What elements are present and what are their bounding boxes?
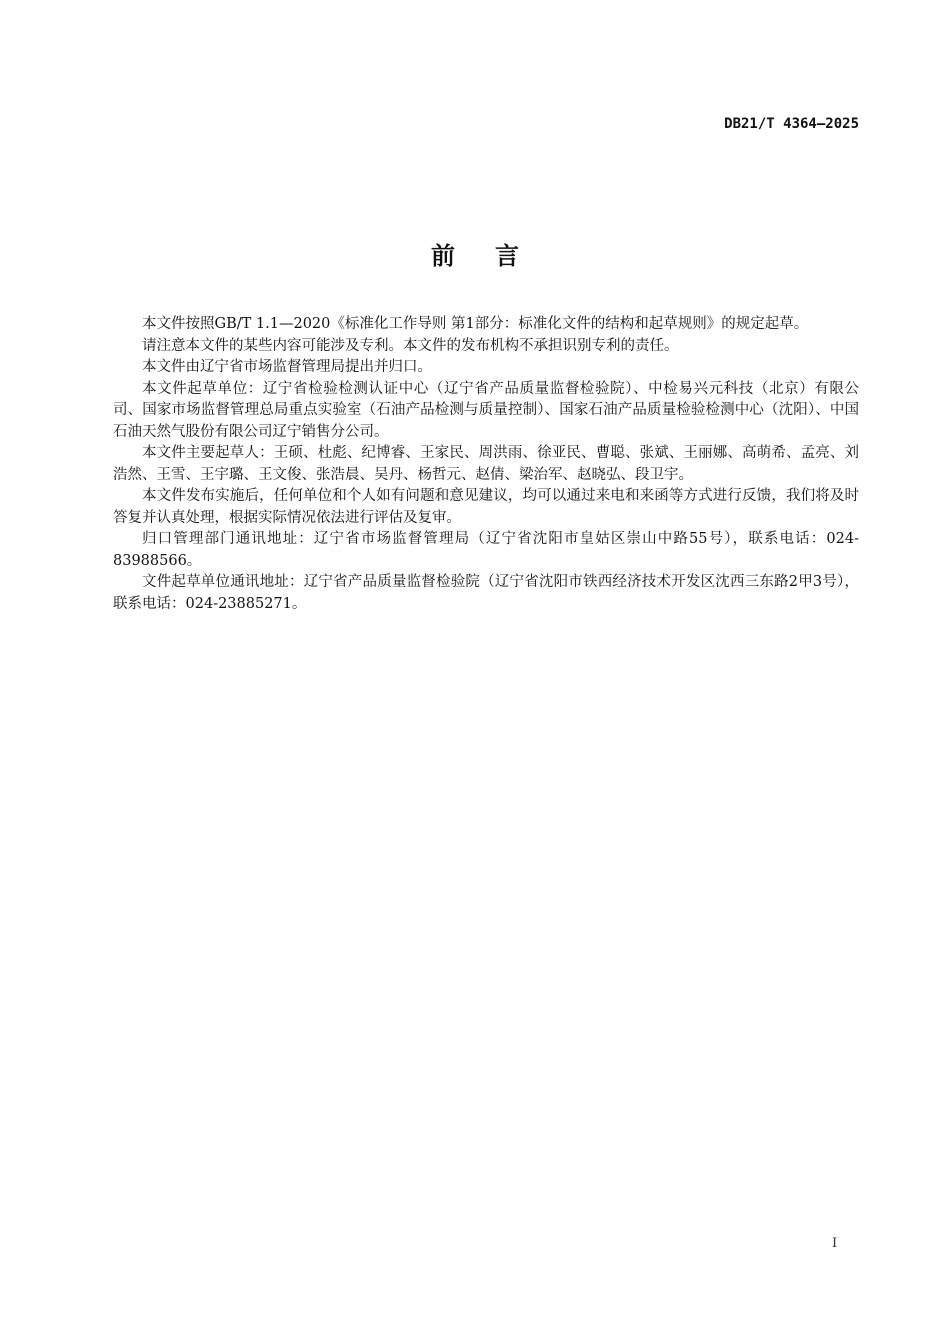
page-number: I [832,1236,838,1251]
document-number: DB21/T 4364—2025 [724,116,859,132]
foreword-body [113,314,859,615]
paragraph-drafters: 本文件主要起草人：王硕、杜彪、纪博睿、王家民、周洪雨、徐亚民、曹聪、张斌、王丽娜、高萌希、孟亮、刘浩然、王雪、王宇璐、王文俊、张浩晨、吴丹、杨哲元、赵倩、梁治军、赵晓弘、段卫宇。 [113,445,859,483]
paragraph-proposer: 本文件由辽宁省市场监督管理局提出并归口。 [142,359,432,375]
paragraph-drafter-address: 文件起草单位通讯地址：辽宁省产品质量监督检验院（辽宁省沈阳市铁西经济技术开发区沈西三东路2甲3号），联系电话：024-23885271。 [113,574,859,612]
paragraph-patent-notice: 请注意本文件的某些内容可能涉及专利。本文件的发布机构不承担识别专利的责任。 [142,337,679,354]
paragraph-drafting-rules: 本文件按照GB/T 1.1—2020《标准化工作导则 第1部分：标准化文件的结构和起草规则》的规定起草。 [142,316,809,332]
paragraph-drafting-units: 本文件起草单位：辽宁省检验检测认证中心（辽宁省产品质量监督检验院）、中检易兴元科技（北京）有限公司、国家市场监督管理总局重点实验室（石油产品检测与质量控制）、国家石油产品质量检验检测中心（沈阳）、中国石油天然气股份有限公司辽宁销售分公司。 [113,380,859,440]
paragraph-feedback: 本文件发布实施后，任何单位和个人如有问题和意见建议，均可以通过来电和来函等方式进行反馈，我们将及时答复并认真处理，根据实际情况依法进行评估及复审。 [113,488,859,526]
page-title: 前言 [431,242,559,270]
paragraph-admin-address: 归口管理部门通讯地址：辽宁省市场监督管理局（辽宁省沈阳市皇姑区崇山中路55号），联系电话：024-83988566。 [113,531,859,569]
